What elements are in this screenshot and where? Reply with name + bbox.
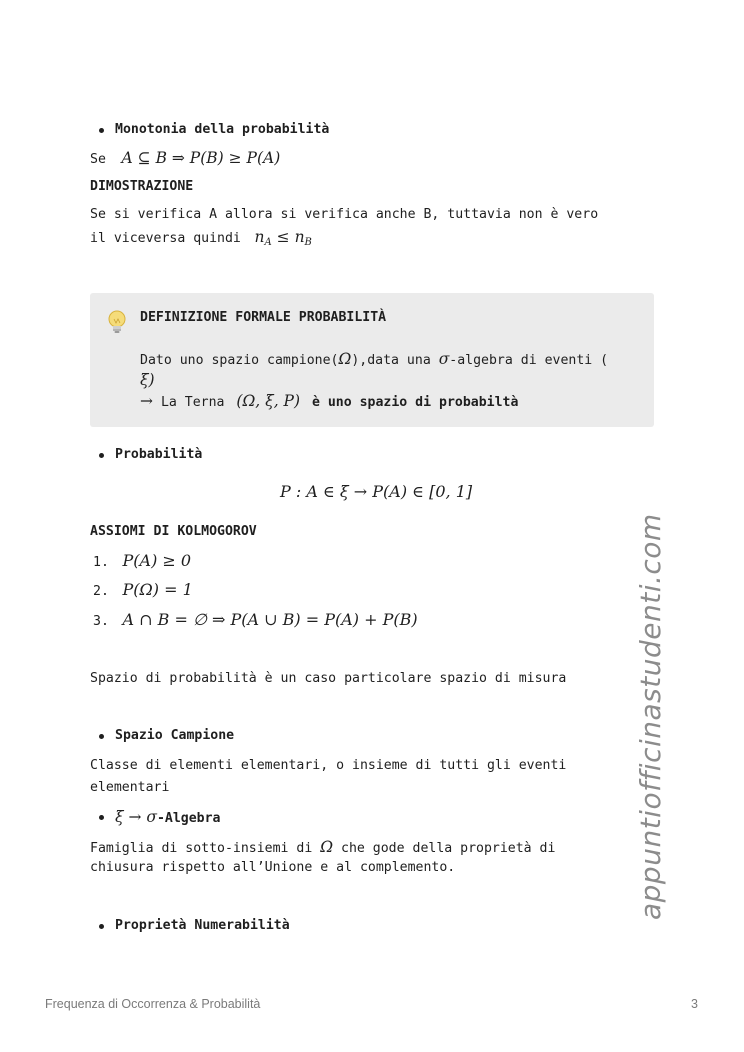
sigma-algebra-title-rest: -Algebra (156, 811, 221, 826)
probabilita-formula: P : A ∈ ξ → P(A) ∈ [0, 1] (280, 482, 473, 501)
bullet-dot (99, 734, 104, 739)
callout-text-3a: La Terna (153, 395, 233, 410)
bullet-dot (99, 453, 104, 458)
callout-line-1 (140, 349, 608, 368)
sigma-algebra-title (115, 807, 221, 826)
n-a-subscript: A (264, 237, 272, 248)
monotonia-title: Monotonia della probabilità (115, 122, 330, 137)
n-b-symbol: n (294, 228, 305, 246)
callout-line-3 (140, 391, 518, 410)
watermark: appuntiofficinastudenti.com (634, 513, 667, 920)
sigma-algebra-text-1a: Famiglia di sotto-insiemi di (90, 841, 321, 856)
monotonia-formula: A ⊆ B ⇒ P(B) ≥ P(A) (121, 149, 281, 167)
assioma-formula: A ∩ B = ∅ ⇒ P(A ∪ B) = P(A) + P(B) (122, 610, 418, 629)
dimostrazione-line-1: Se si verifica A allora si verifica anche B, tuttavia non è vero (90, 207, 599, 222)
numerabilita-title: Proprietà Numerabilità (115, 918, 290, 933)
callout-text-1a: Dato uno spazio campione( (140, 353, 339, 368)
bullet-dot (99, 924, 104, 929)
na-leq-nb-formula (255, 228, 312, 246)
sigma-algebra-line-2: chiusura rispetto all’Unione e al complemento. (90, 860, 456, 875)
assioma-formula: P(Ω) = 1 (122, 580, 193, 599)
omega-symbol: Ω (338, 350, 352, 368)
assioma-number: 3. (93, 614, 109, 629)
dimostrazione-line-2-text: il viceversa quindi (90, 231, 241, 246)
bullet-dot (99, 815, 104, 820)
assioma-item-1 (93, 551, 191, 570)
callout-line-2: ξ) (140, 371, 155, 389)
arrow-symbol: → (140, 392, 153, 410)
spazio-campione-title: Spazio Campione (115, 728, 235, 743)
footer-page-number: 3 (691, 997, 698, 1011)
monotonia-statement (90, 148, 280, 167)
callout-text-1c: -algebra di eventi ( (449, 353, 609, 368)
definition-callout (90, 293, 654, 427)
spazio-campione-line-2: elementari (90, 780, 170, 795)
n-a-symbol: n (254, 228, 265, 246)
dimostrazione-label: DIMOSTRAZIONE (90, 179, 194, 194)
n-b-subscript: B (304, 237, 312, 248)
monotonia-prefix: Se (90, 152, 106, 167)
assiomi-label: ASSIOMI DI KOLMOGOROV (90, 524, 257, 539)
sigma-symbol: σ (438, 350, 450, 368)
omega-symbol: Ω (320, 838, 334, 856)
footer-title: Frequenza di Occorrenza & Probabilità (45, 997, 261, 1011)
sigma-algebra-text-1b: che gode della proprietà di (333, 841, 556, 856)
assioma-item-3 (93, 610, 418, 629)
probabilita-title: Probabilità (115, 447, 203, 462)
terna-formula: (Ω, ξ, P) (236, 392, 301, 410)
assioma-item-2 (93, 580, 193, 599)
callout-text-1b: ),data una (351, 353, 439, 368)
assioma-formula: P(A) ≥ 0 (122, 551, 192, 570)
assioma-number: 2. (93, 584, 109, 599)
bullet-dot (99, 128, 104, 133)
leq-symbol: ≤ (271, 228, 295, 246)
lightbulb-icon (106, 309, 128, 339)
callout-text-3b: è uno spazio di probabiltà (304, 395, 519, 410)
callout-title: DEFINIZIONE FORMALE PROBABILITÀ (140, 310, 387, 325)
assioma-number: 1. (93, 555, 109, 570)
spazio-campione-line-1: Classe di elementi elementari, o insieme di tutti gli eventi (90, 758, 567, 773)
sigma-algebra-line-1 (90, 837, 555, 856)
xi-to-sigma-formula: ξ → σ (115, 808, 157, 826)
spazio-misura-text: Spazio di probabilità è un caso particolare spazio di misura (90, 671, 567, 686)
dimostrazione-line-2 (90, 227, 312, 248)
